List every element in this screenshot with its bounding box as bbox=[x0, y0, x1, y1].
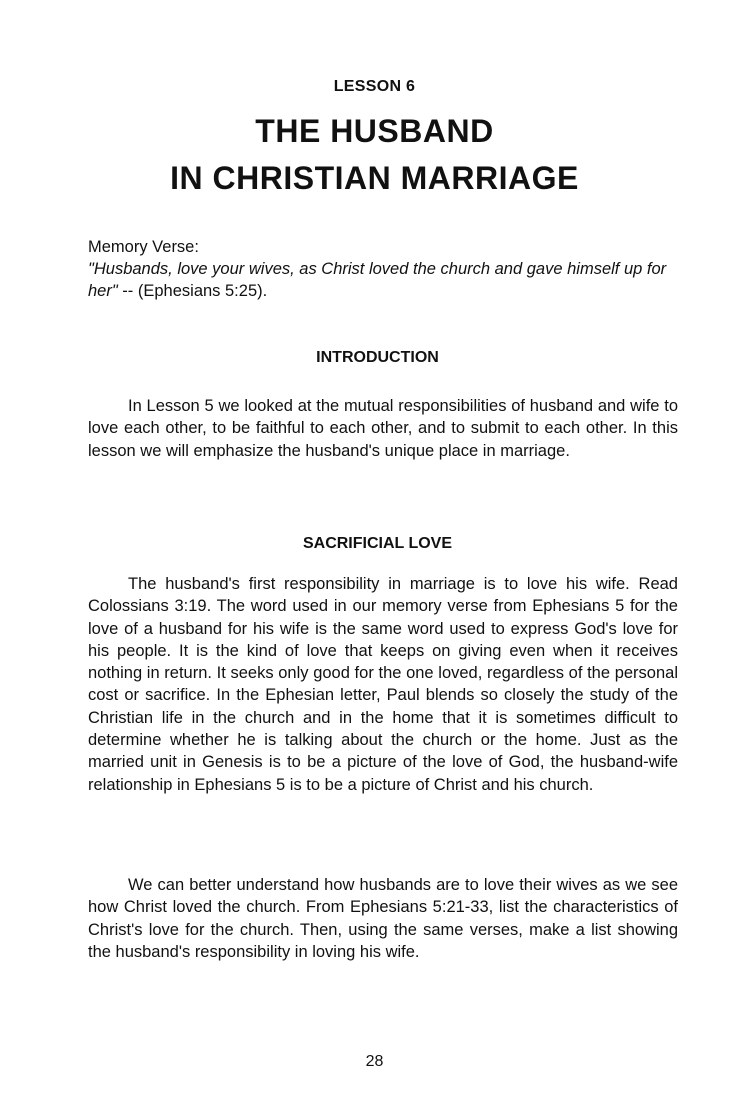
memory-verse-block bbox=[88, 236, 680, 302]
memory-verse-text bbox=[88, 258, 680, 302]
page-number: 28 bbox=[365, 1053, 384, 1070]
memory-verse-quote: "Husbands, love your wives, as Christ loved the church and gave himself up for her" bbox=[88, 260, 667, 300]
sacrificial-love-heading: SACRIFICIAL LOVE bbox=[302, 535, 453, 552]
memory-verse-reference: -- (Ephesians 5:25). bbox=[117, 282, 268, 300]
introduction-paragraph: In Lesson 5 we looked at the mutual responsibilities of husband and wife to love each other, to be faithful to each other, and to submit to each other. In this lesson we will emphasize the husband's unique place in marriage. bbox=[88, 397, 678, 460]
introduction-heading: INTRODUCTION bbox=[316, 349, 439, 366]
title-line-2: IN CHRISTIAN MARRIAGE bbox=[170, 160, 579, 196]
title-line-1: THE HUSBAND bbox=[255, 113, 494, 149]
memory-verse-label: Memory Verse: bbox=[88, 238, 199, 256]
sacrificial-love-paragraph-1: The husband's first responsibility in marriage is to love his wife. Read Colossians 3:19. The word used in our memory verse from Ephesians 5 for the love of a husband for his wife is the same word used to express God's love for his people. It is the kind of love that keeps on giving even when it receives nothing in return. It seeks only good for the one loved, regardless of the personal cost or sacrifice. In the Ephesian letter, Paul blends so closely the study of the Christian life in the church and in the home that it is sometimes difficult to determine whether he is talking about the church or the home. Just as the married unit in Genesis is to be a picture of the love of God, the husband-wife relationship in Ephesians 5 is to be a picture of Christ and his church. bbox=[88, 575, 678, 794]
lesson-label: LESSON 6 bbox=[333, 78, 416, 95]
sacrificial-love-paragraph-2: We can better understand how husbands are to love their wives as we see how Christ loved the church. From Ephesians 5:21-33, list the characteristics of Christ's love for the church. Then, using the same verses, make a list showing the husband's responsibility in loving his wife. bbox=[88, 876, 678, 961]
